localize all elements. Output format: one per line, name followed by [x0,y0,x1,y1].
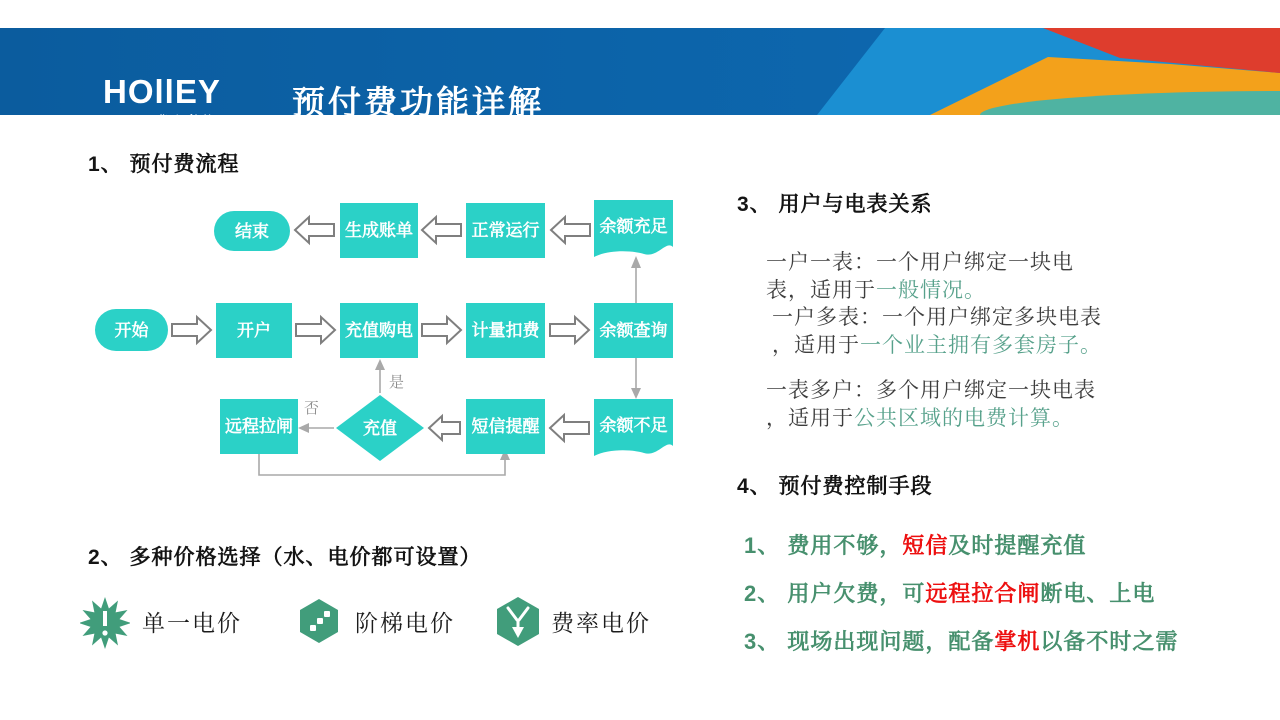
section3-heading: 3、 用户与电表关系 [737,193,933,216]
svg-text:余额充足: 余额充足 [599,217,668,236]
svg-text:开户: 开户 [237,321,271,340]
highlight-remote-switch: 远程拉合闸 [925,581,1041,606]
price-label-tiered: 阶梯电价 [355,610,455,636]
svg-text:计量扣费: 计量扣费 [471,321,540,340]
section4-heading: 4、 预付费控制手段 [737,475,933,498]
highlight-public-area: 公共区域的电费计算。 [854,407,1074,430]
holley-logo-wordmark: HOllEY [103,73,221,110]
branch-yes-label: 是 [389,374,405,391]
hexagon-merge-arrows-icon [495,596,541,648]
flow-node-sms-reminder [466,399,545,454]
branch-no-label: 否 [304,400,320,417]
flow-node-open-account [216,303,292,358]
svg-text:余额不足: 余额不足 [599,416,668,435]
flow-node-remote-trip [220,399,298,454]
flow-node-balance-inquiry [594,303,673,358]
flow-node-metering-deduction [466,303,545,358]
section2-heading: 2、 多种价格选择（水、电价都可设置） [88,546,482,569]
control-item-handheld: 3、 现场出现问题，配备掌机以备不时之需 [744,629,1179,654]
price-label-rate: 费率电价 [551,610,651,636]
svg-text:短信提醒: 短信提醒 [471,417,540,436]
highlight-multi-house-owner: 一个业主拥有多套房子。 [860,334,1102,357]
holley-logo [103,75,221,127]
relation-paragraph-one-user-multi-meter: 一户多表：一个用户绑定多块电表 ，适用于一个业主拥有多套房子。 [772,306,1102,357]
flow-node-balance-insufficient [594,399,673,456]
slide-title: 预付费功能详解 [292,84,544,121]
svg-text:结束: 结束 [235,222,269,241]
flow-node-balance-sufficient [594,200,673,257]
svg-text:生成账单: 生成账单 [345,221,413,240]
svg-text:充值购电: 充值购电 [345,321,413,340]
section1-heading: 1、 预付费流程 [88,153,240,176]
hexagon-steps-icon [299,598,339,644]
svg-text:正常运行: 正常运行 [471,221,540,240]
holley-logo-subtitle: TECH 华立科技 [103,114,218,126]
control-item-sms: 1、 费用不够，短信及时提醒充值 [744,533,1087,558]
relation-paragraph-one-user-one-meter: 一户一表：一个用户绑定一块电 表，适用于一般情况。 [766,251,1074,302]
highlight-handheld: 掌机 [994,629,1041,654]
price-label-single: 单一电价 [142,610,242,636]
flow-node-end [214,211,290,251]
svg-text:余额查询: 余额查询 [599,321,668,340]
flow-node-recharge-purchase [340,303,418,358]
highlight-sms: 短信 [902,533,949,558]
flow-node-generate-bill [340,203,418,258]
flow-node-start [95,309,168,351]
highlight-general-case: 一般情况。 [876,279,986,302]
control-item-remote-switch: 2、 用户欠费，可远程拉合闸断电、上电 [744,581,1156,606]
svg-text:充值: 充值 [363,419,397,438]
relation-paragraph-multi-user-one-meter: 一表多户：多个用户绑定一块电表 ，适用于公共区域的电费计算。 [766,379,1096,430]
starburst-exclamation-icon [80,595,130,651]
flow-node-normal-operation [466,203,545,258]
svg-text:远程拉闸: 远程拉闸 [225,417,293,436]
flow-node-recharge-decision [336,395,424,461]
flow-connectors [259,256,641,475]
header-bar [0,28,1280,126]
svg-text:开始: 开始 [114,321,149,340]
prepaid-flowchart [80,190,700,495]
